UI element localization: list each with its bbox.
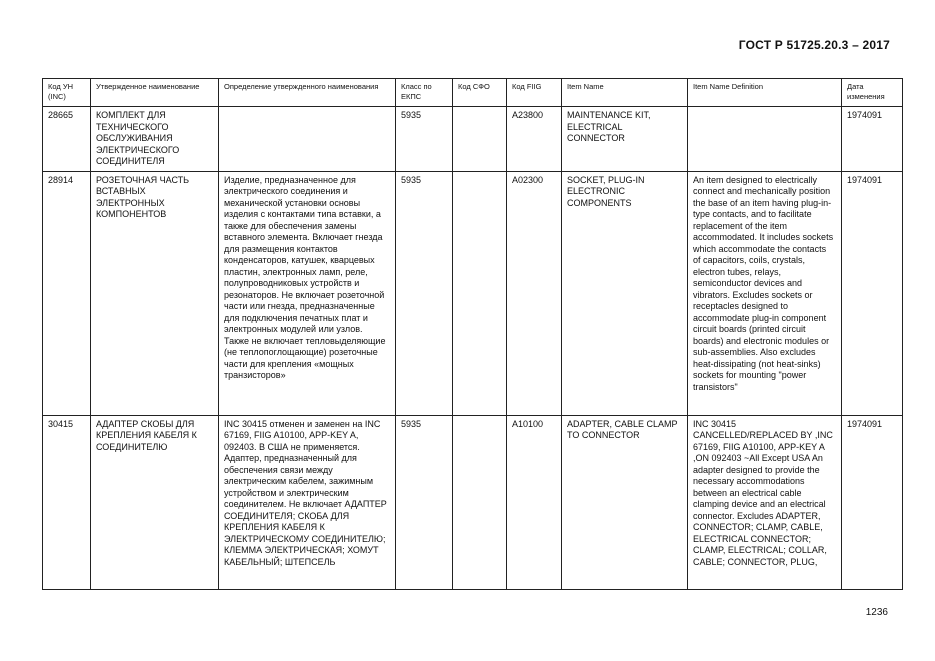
column-header-class: Класс по ЕКПС xyxy=(396,79,453,107)
cell-definition-ru xyxy=(219,107,396,172)
cell-inc: 30415 xyxy=(43,415,91,589)
cell-date: 1974091 xyxy=(842,107,903,172)
cell-sfo xyxy=(453,415,507,589)
cell-name-ru: АДАПТЕР СКОБЫ ДЛЯ КРЕПЛЕНИЯ КАБЕЛЯ К СОЕДИНИТЕЛЮ xyxy=(91,415,219,589)
column-header-definition-ru: Определение утвержденного наименования xyxy=(219,79,396,107)
cell-definition-ru: INC 30415 отменен и заменен на INC 67169, FIIG A10100, APP-KEY A, 092403. В США не применяется. Адаптер, предназначенный для обеспечения связи между электрическим кабелем, зажимным устройством и электрическим соединителем. Не включает АДАПТЕР СОЕДИНИТЕЛЯ; СКОБА ДЛЯ КРЕПЛЕНИЯ КАБЕЛЯ К ЭЛЕКТРИЧЕСКОМУ СОЕДИНИТЕЛЮ; КЛЕММА ЭЛЕКТРИЧЕСКАЯ; ХОМУТ КАБЕЛЬНЫЙ; ШТЕПСЕЛЬ xyxy=(219,415,396,589)
cell-item-name: SOCKET, PLUG-IN ELECTRONIC COMPONENTS xyxy=(562,171,688,415)
column-header-item-name: Item Name xyxy=(562,79,688,107)
cell-item-name: MAINTENANCE KIT, ELECTRICAL CONNECTOR xyxy=(562,107,688,172)
cell-item-name-definition xyxy=(688,107,842,172)
cell-fiig: A02300 xyxy=(507,171,562,415)
cell-class: 5935 xyxy=(396,171,453,415)
cell-class: 5935 xyxy=(396,107,453,172)
cell-definition-ru: Изделие, предназначенное для электрического соединения и механической установки основы изделия с контактами типа вставки, а также для обеспечения замены вставного элемента. Включает гнезда для размещения контактов конденсаторов, катушек, кварцевых пластин, электронных ламп, реле, полупроводниковых устройств и резонаторов. Не включает розеточной части или гнезда, предназначенные для подключения печатных плат и электронных модулей или узлов. Также не включает тепловыделяющие (не теплопоглощающие) розеточные части для крепления «мощных транзисторов» xyxy=(219,171,396,415)
cell-sfo xyxy=(453,107,507,172)
table-header-row xyxy=(43,79,903,107)
column-header-date: Дата изменения xyxy=(842,79,903,107)
cell-name-ru: КОМПЛЕКТ ДЛЯ ТЕХНИЧЕСКОГО ОБСЛУЖИВАНИЯ ЭЛЕКТРИЧЕСКОГО СОЕДИНИТЕЛЯ xyxy=(91,107,219,172)
items-table xyxy=(42,78,903,590)
cell-inc: 28665 xyxy=(43,107,91,172)
table-row xyxy=(43,171,903,415)
page-number: 1236 xyxy=(865,607,888,618)
table-row xyxy=(43,107,903,172)
cell-sfo xyxy=(453,171,507,415)
cell-item-name: ADAPTER, CABLE CLAMP TO CONNECTOR xyxy=(562,415,688,589)
column-header-inc: Код УН (INC) xyxy=(43,79,91,107)
document-header-standard-number: ГОСТ Р 51725.20.3 – 2017 xyxy=(738,38,890,52)
cell-item-name-definition: An item designed to electrically connect and mechanically position the base of an item having plug-in-type contacts, and to facilitate replacement of the item accommodated. It includes sockets which accommodate the contacts of capacitors, coils, crystals, electron tubes, relays, semiconductor devices and vibrators. Excludes sockets or receptacles designed to accommodate plug-in component circuit boards (printed circuit boards) and electronic modules or sub-assemblies. Also excludes heat-dissipating (not heat-sinks) sockets for mounting "power transistors" xyxy=(688,171,842,415)
cell-fiig: A10100 xyxy=(507,415,562,589)
cell-fiig: A23800 xyxy=(507,107,562,172)
cell-class: 5935 xyxy=(396,415,453,589)
cell-date: 1974091 xyxy=(842,171,903,415)
column-header-fiig: Код FIIG xyxy=(507,79,562,107)
column-header-sfo: Код СФО xyxy=(453,79,507,107)
table-row xyxy=(43,415,903,589)
cell-date: 1974091 xyxy=(842,415,903,589)
column-header-item-name-definition: Item Name Definition xyxy=(688,79,842,107)
cell-inc: 28914 xyxy=(43,171,91,415)
column-header-name-ru: Утвержденное наименование xyxy=(91,79,219,107)
cell-name-ru: РОЗЕТОЧНАЯ ЧАСТЬ ВСТАВНЫХ ЭЛЕКТРОННЫХ КОМПОНЕНТОВ xyxy=(91,171,219,415)
cell-item-name-definition: INC 30415 CANCELLED/REPLACED BY ,INC 67169, FIIG A10100, APP-KEY A ,ON 092403 ~All Except USA An adapter designed to provide the necessary accommodations between an electrical cable clamping device and an electrical connector. Excludes ADAPTER, CONNECTOR; CLAMP, CABLE, ELECTRICAL CONNECTOR; CLAMP, ELECTRICAL; COLLAR, CABLE; CONNECTOR, PLUG, xyxy=(688,415,842,589)
